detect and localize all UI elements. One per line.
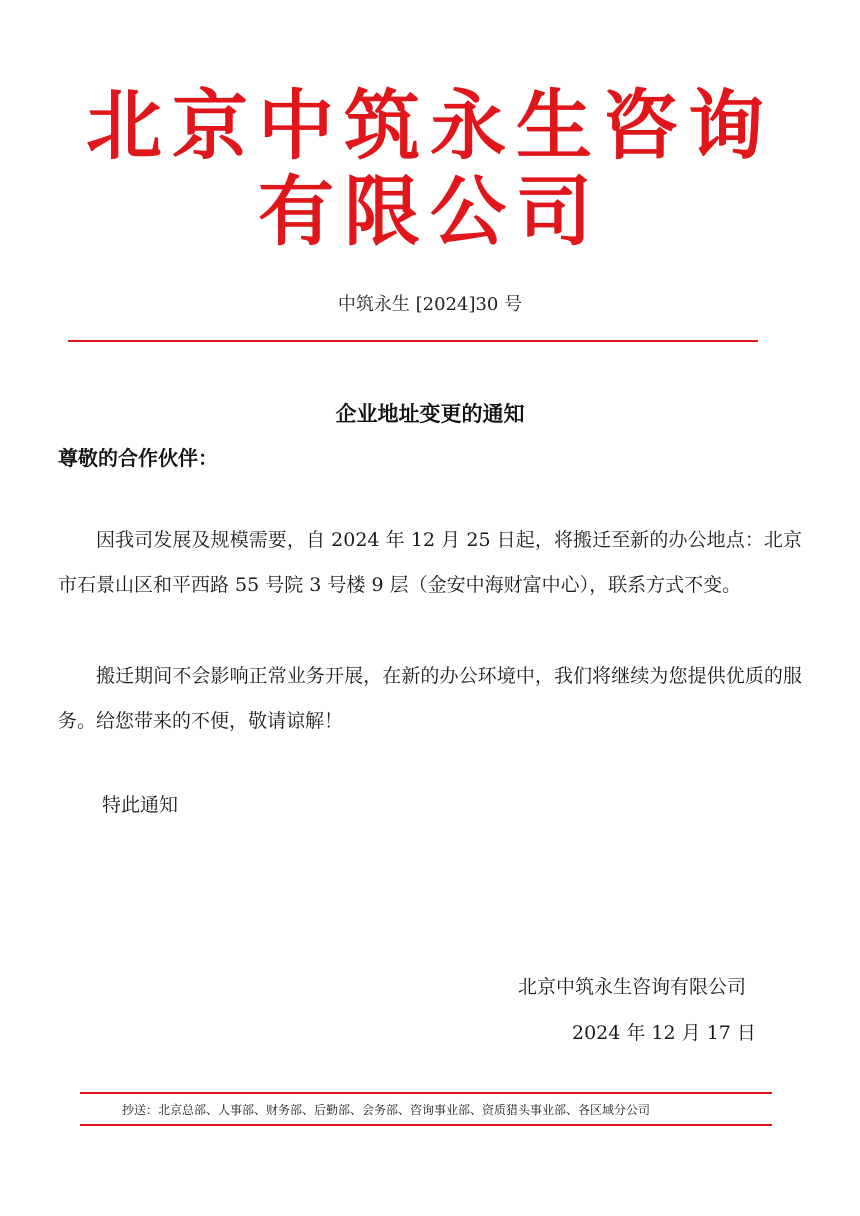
signature-date: 2024 年 12 月 17 日 (572, 1022, 756, 1044)
footer-divider-top (80, 1092, 772, 1094)
letterhead-title-line-1: 北京中筑永生咨询 (86, 81, 774, 170)
cc-list: 抄送：北京总部、人事部、财务部、后勤部、会务部、咨询事业部、资质猎头事业部、各区域分公司 (122, 1103, 651, 1117)
signature-company: 北京中筑永生咨询有限公司 (518, 976, 747, 998)
document-number: 中筑永生 [2024]30 号 (337, 294, 523, 315)
body-paragraph-1: 因我司发展及规模需要，自 2024 年 12 月 25 日起，将搬迁至新的办公地点：北京市石景山区和平西路 55 号院 3 号楼 9 层（金安中海财富中心），联系方式不变。 (58, 529, 802, 596)
notice-heading: 企业地址变更的通知 (335, 402, 525, 426)
letterhead-title-line-2: 有限公司 (258, 167, 602, 256)
body-paragraph-2: 搬迁期间不会影响正常业务开展，在新的办公环境中，我们将继续为您提供优质的服务。给您带来的不便，敬请谅解！ (58, 665, 802, 732)
header-divider (68, 340, 758, 342)
closing-remark: 特此通知 (102, 794, 179, 816)
footer-divider-bottom (80, 1124, 772, 1126)
salutation: 尊敬的合作伙伴： (58, 446, 218, 470)
